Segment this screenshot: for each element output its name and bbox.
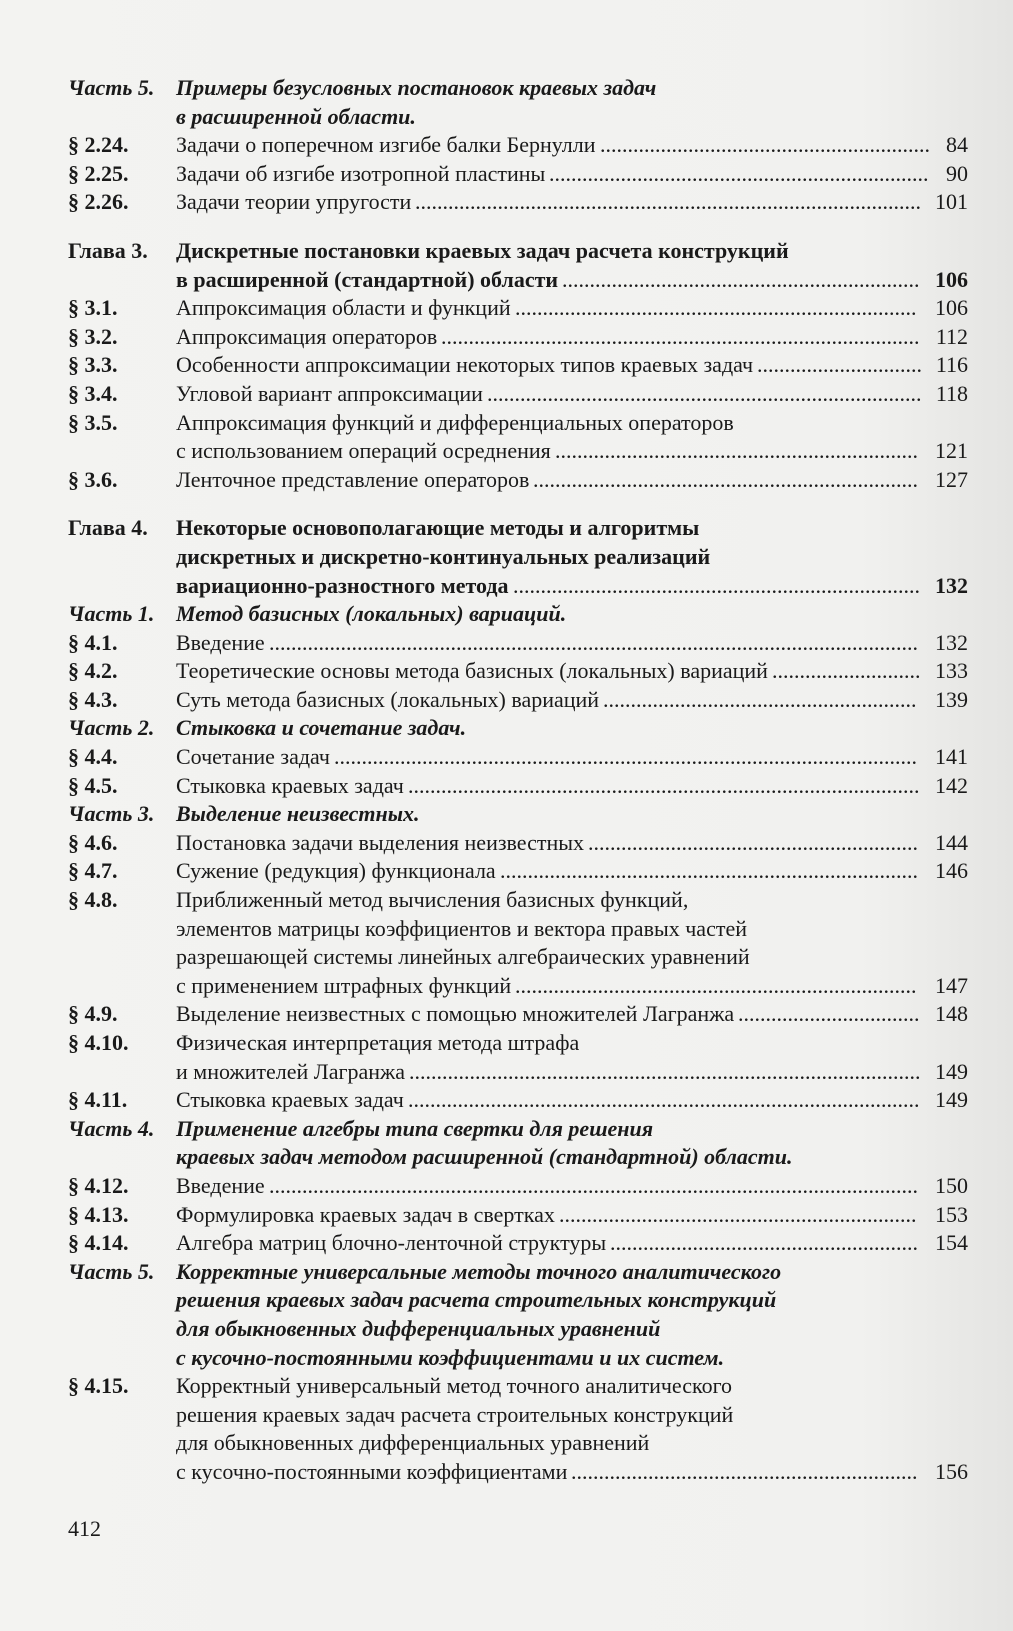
toc-chapter-heading[interactable] — [68, 266, 968, 295]
entry-title: элементов матрицы коэффициентов и вектора правых частей — [176, 915, 747, 941]
dot-leader: ...................................................................................................................... — [269, 629, 918, 655]
entry-number: Часть 1. — [68, 601, 155, 627]
dot-leader: ................................. — [738, 1001, 920, 1027]
entry-number: § 4.10. — [68, 1030, 129, 1055]
toc-entry[interactable] — [68, 323, 968, 352]
dot-leader: ............................................................................ — [500, 858, 918, 884]
toc-entry[interactable] — [68, 743, 968, 772]
entry-page: 132 — [935, 572, 968, 598]
entry-title: для обыкновенных дифференциальных уравнений — [176, 1430, 650, 1456]
entry-title: вариационно-разностного метода — [176, 572, 509, 598]
entry-title: для обыкновенных дифференциальных уравнений — [176, 1315, 661, 1341]
entry-number: § 3.1. — [68, 295, 118, 321]
entry-number: § 4.5. — [68, 772, 118, 798]
entry-title: Аппроксимация области и функций — [176, 295, 511, 321]
entry-number: § 2.26. — [68, 189, 129, 215]
toc-chapter-heading — [68, 237, 968, 266]
entry-number: Часть 5. — [68, 75, 155, 100]
entry-page: 106 — [935, 295, 968, 321]
toc-entry[interactable] — [68, 857, 968, 886]
dot-leader: ............................................................................................. — [408, 1087, 920, 1113]
toc-entry[interactable] — [68, 437, 968, 466]
toc-entry[interactable] — [68, 1086, 968, 1115]
entry-title: Сужение (редукция) функционала — [176, 858, 496, 884]
entry-title: разрешающей системы линейных алгебраических уравнений — [176, 944, 750, 970]
entry-title: с применением штрафных функций — [176, 972, 512, 998]
toc-part-heading — [68, 74, 968, 103]
dot-leader: ...................................................................................................................... — [269, 1172, 918, 1198]
entry-title: Выделение неизвестных. — [176, 801, 420, 827]
entry-page: 133 — [935, 658, 968, 684]
entry-page: 149 — [935, 1058, 968, 1084]
section-gap — [68, 494, 968, 514]
toc-entry[interactable] — [68, 380, 968, 409]
entry-title: Выделение неизвестных с помощью множителей Лагранжа — [176, 1001, 735, 1027]
dot-leader: .............................. — [757, 352, 922, 378]
entry-page: 150 — [935, 1172, 968, 1198]
entry-title: Корректный универсальный метод точного аналитического — [176, 1373, 733, 1399]
entry-number: § 4.14. — [68, 1230, 129, 1256]
entry-number: § 4.8. — [68, 887, 118, 913]
entry-page: 153 — [935, 1201, 968, 1227]
entry-title: Формулировка краевых задач в свертках — [176, 1201, 555, 1227]
entry-title: Аппроксимация функций и дифференциальных операторов — [176, 409, 734, 435]
dot-leader: ............................................................................................ — [415, 189, 921, 215]
toc-entry — [68, 943, 968, 972]
toc-entry[interactable] — [68, 1229, 968, 1258]
entry-title: Стыковка краевых задач — [176, 772, 404, 798]
entry-number: § 2.25. — [68, 160, 129, 186]
entry-number: § 4.4. — [68, 744, 118, 770]
entry-title: с кусочно-постоянными коэффициентами — [176, 1458, 568, 1484]
toc-entry[interactable] — [68, 972, 968, 1001]
entry-title: Суть метода базисных (локальных) вариаций — [176, 686, 600, 712]
toc-entry[interactable] — [68, 772, 968, 801]
dot-leader: ......................................................... — [603, 686, 917, 712]
toc-entry — [68, 886, 968, 915]
entry-title: Сочетание задач — [176, 744, 330, 770]
entry-page: 148 — [935, 1001, 968, 1027]
entry-number: § 4.15. — [68, 1373, 129, 1399]
dot-leader: ................................................................. — [559, 1201, 917, 1227]
entry-title: Стыковка и сочетание задач. — [176, 715, 467, 741]
entry-title: и множителей Лагранжа — [176, 1058, 406, 1084]
entry-page: 154 — [935, 1230, 968, 1256]
entry-title: в расширенной (стандартной) области — [176, 266, 559, 292]
entry-number: § 4.13. — [68, 1201, 129, 1227]
entry-title: с использованием операций осреднения — [176, 438, 551, 464]
toc-part-heading — [68, 1286, 968, 1315]
entry-number: Глава 4. — [68, 515, 148, 541]
entry-number: § 4.1. — [68, 629, 118, 655]
entry-page: 142 — [935, 772, 968, 798]
entry-number: § 4.6. — [68, 829, 118, 855]
entry-number: Часть 5. — [68, 1258, 155, 1284]
toc-entry — [68, 915, 968, 944]
entry-page: 116 — [935, 352, 968, 378]
entry-title: Задачи о поперечном изгибе балки Бернулли — [176, 132, 596, 158]
entry-page: 112 — [935, 323, 968, 349]
toc-entry[interactable] — [68, 131, 968, 160]
entry-number: § 4.7. — [68, 858, 118, 884]
entry-title: Стыковка краевых задач — [176, 1087, 404, 1113]
entry-page: 147 — [935, 972, 968, 998]
toc-chapter-heading[interactable] — [68, 572, 968, 601]
entry-title: Задачи теории упругости — [176, 189, 412, 215]
dot-leader: ......................................................................... — [515, 295, 917, 321]
dot-leader: ............................................................................................. — [408, 772, 920, 798]
entry-title: решения краевых задач расчета строительных конструкций — [176, 1287, 777, 1313]
dot-leader: ....................................................................................... — [441, 323, 920, 349]
page-number: 412 — [68, 1516, 101, 1541]
toc-entry[interactable] — [68, 629, 968, 658]
toc-part-heading — [68, 714, 968, 743]
toc-entry — [68, 1429, 968, 1458]
entry-title: решения краевых задач расчета строительных конструкций — [176, 1401, 734, 1427]
toc-part-heading — [68, 600, 968, 629]
entry-title: Метод базисных (локальных) вариаций. — [176, 601, 567, 627]
entry-number: § 3.2. — [68, 323, 118, 349]
entry-title: Теоретические основы метода базисных (локальных) вариаций — [176, 658, 768, 684]
dot-leader: ................................................................. — [562, 266, 920, 292]
entry-title: Ленточное представление операторов — [176, 466, 530, 492]
entry-number: Глава 3. — [68, 237, 148, 263]
toc-part-heading — [68, 1344, 968, 1373]
toc-entry[interactable] — [68, 351, 968, 380]
entry-page: 106 — [935, 266, 968, 292]
dot-leader: ............................................................... — [571, 1458, 918, 1484]
entry-title: Алгебра матриц блочно-ленточной структуры — [176, 1230, 607, 1256]
entry-page: 144 — [935, 829, 968, 855]
toc-part-heading — [68, 103, 968, 132]
dot-leader: .................................................................. — [555, 438, 918, 464]
toc-part-heading — [68, 1258, 968, 1287]
entry-page: 141 — [935, 744, 968, 770]
entry-title: краевых задач методом расширенной (стандартной) области. — [176, 1144, 793, 1170]
dot-leader: ...................................................................... — [533, 466, 918, 492]
dot-leader: ............................................................................................. — [409, 1058, 921, 1084]
entry-number: § 3.6. — [68, 466, 118, 492]
entry-title: Постановка задачи выделения неизвестных — [176, 829, 585, 855]
dot-leader: ........................................................ — [610, 1230, 918, 1256]
table-of-contents — [68, 74, 968, 1487]
toc-entry[interactable] — [68, 686, 968, 715]
entry-number: § 3.3. — [68, 352, 118, 378]
section-gap — [68, 217, 968, 237]
entry-number: § 2.24. — [68, 132, 129, 158]
entry-title: Некоторые основополагающие методы и алгоритмы — [176, 515, 700, 541]
entry-page: 121 — [935, 438, 968, 464]
entry-title: Задачи об изгибе изотропной пластины — [176, 160, 546, 186]
entry-number: § 4.9. — [68, 1001, 118, 1027]
entry-title: с кусочно-постоянными коэффициентами и их систем. — [176, 1344, 725, 1370]
dot-leader: .......................................................................................................... — [334, 744, 917, 770]
dot-leader: ......................................................................... — [515, 972, 917, 998]
entry-title: Аппроксимация операторов — [176, 323, 438, 349]
toc-part-heading — [68, 1143, 968, 1172]
entry-title: Примеры безусловных постановок краевых задач — [176, 75, 657, 100]
toc-chapter-heading — [68, 543, 968, 572]
entry-title: Дискретные постановки краевых задач расчета конструкций — [176, 237, 789, 263]
dot-leader: ............................................................ — [600, 132, 930, 158]
entry-page: 139 — [935, 686, 968, 712]
toc-entry[interactable] — [68, 294, 968, 323]
entry-number: § 4.3. — [68, 686, 118, 712]
toc-entry[interactable] — [68, 1058, 968, 1087]
entry-title: Угловой вариант аппроксимации — [176, 380, 483, 406]
entry-title: Особенности аппроксимации некоторых типов краевых задач — [176, 352, 754, 378]
toc-entry[interactable] — [68, 1458, 968, 1487]
entry-page: 84 — [946, 132, 968, 158]
entry-number: Часть 2. — [68, 715, 155, 741]
toc-chapter-heading — [68, 514, 968, 543]
entry-page: 156 — [935, 1458, 968, 1484]
entry-page: 127 — [935, 466, 968, 492]
dot-leader: ..................................................................... — [549, 160, 929, 186]
dot-leader: ........................... — [772, 658, 921, 684]
entry-number: Часть 4. — [68, 1115, 155, 1141]
entry-title: в расширенной области. — [176, 103, 416, 129]
toc-entry[interactable] — [68, 657, 968, 686]
toc-entry[interactable] — [68, 829, 968, 858]
toc-part-heading — [68, 1115, 968, 1144]
toc-entry[interactable] — [68, 1201, 968, 1230]
toc-entry — [68, 1401, 968, 1430]
dot-leader: ............................................................ — [588, 829, 918, 855]
entry-title: дискретных и дискретно-континуальных реализаций — [176, 543, 711, 569]
entry-number: § 3.5. — [68, 409, 118, 435]
entry-page: 101 — [935, 189, 968, 215]
toc-entry — [68, 1372, 968, 1401]
toc-entry[interactable] — [68, 160, 968, 189]
entry-title: Корректные универсальные методы точного аналитического — [176, 1258, 782, 1284]
entry-page: 146 — [935, 858, 968, 884]
toc-part-heading — [68, 800, 968, 829]
entry-page: 118 — [935, 380, 968, 406]
entry-number: § 3.4. — [68, 380, 118, 406]
entry-page: 132 — [935, 629, 968, 655]
entry-number: § 4.11. — [68, 1087, 128, 1113]
entry-page: 149 — [935, 1087, 968, 1113]
entry-title: Применение алгебры типа свертки для решения — [176, 1115, 654, 1141]
toc-entry[interactable] — [68, 466, 968, 495]
entry-number: § 4.12. — [68, 1172, 129, 1198]
dot-leader: .......................................................................... — [513, 572, 920, 598]
entry-title: Приближенный метод вычисления базисных функций, — [176, 887, 689, 913]
toc-entry[interactable] — [68, 1000, 968, 1029]
entry-number: Часть 3. — [68, 801, 155, 827]
toc-entry — [68, 409, 968, 438]
entry-title: Физическая интерпретация метода штрафа — [176, 1030, 580, 1055]
entry-title: Введение — [176, 629, 265, 655]
entry-number: § 4.2. — [68, 658, 118, 684]
toc-entry[interactable] — [68, 188, 968, 217]
toc-entry[interactable] — [68, 1172, 968, 1201]
entry-page: 90 — [946, 160, 968, 186]
entry-title: Введение — [176, 1172, 265, 1198]
toc-part-heading — [68, 1315, 968, 1344]
toc-entry — [68, 1029, 968, 1058]
dot-leader: ............................................................................... — [487, 380, 922, 406]
